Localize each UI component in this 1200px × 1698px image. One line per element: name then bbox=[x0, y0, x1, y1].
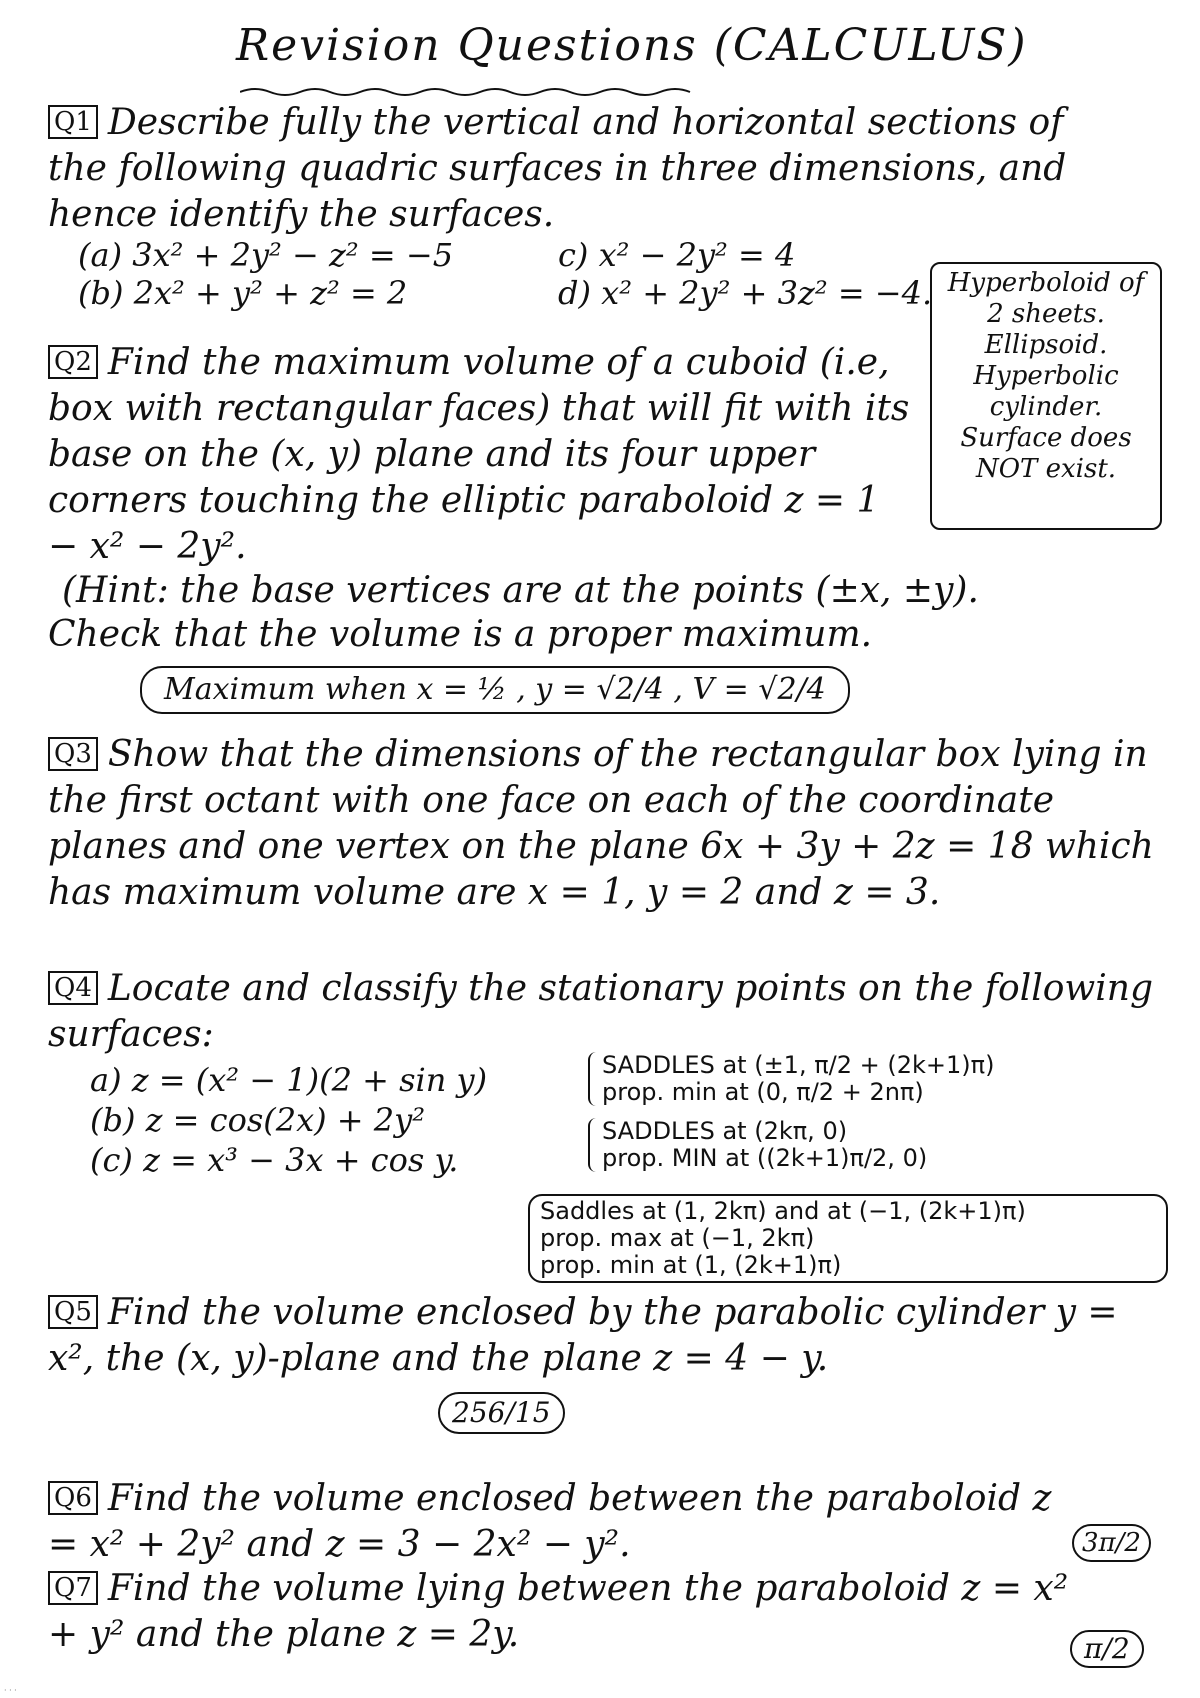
answer-1c: Hyperbolic cylinder. bbox=[973, 361, 1119, 422]
question-1 bbox=[48, 100, 1088, 238]
answer-4b-saddles: SADDLES at (2kπ, 0) bbox=[602, 1117, 848, 1145]
question-4-label: Q4 bbox=[48, 971, 98, 1005]
question-5 bbox=[48, 1290, 1148, 1382]
question-3-text: Show that the dimensions of the rectangular box lying in the first octant with one face on each of the coordinate planes and one vertex on the plane 6x + 3y + 2z = 18 which has maximum volume are x = 1, y = 2 and z = 3. bbox=[48, 734, 1154, 913]
question-7-label: Q7 bbox=[48, 1571, 98, 1605]
question-4-part-c: (c) z = x³ − 3x + cos y. bbox=[90, 1141, 459, 1179]
answer-4b-min: prop. MIN at ((2k+1)π/2, 0) bbox=[602, 1144, 928, 1172]
question-4b-answers bbox=[588, 1118, 1162, 1172]
question-6-answer: 3π/2 bbox=[1072, 1524, 1151, 1562]
question-5-label: Q5 bbox=[48, 1295, 98, 1329]
question-2-label: Q2 bbox=[48, 345, 98, 379]
question-3-label: Q3 bbox=[48, 737, 98, 771]
answer-4a-min: prop. min at (0, π/2 + 2nπ) bbox=[602, 1078, 924, 1106]
question-1-label: Q1 bbox=[48, 105, 98, 139]
question-6-text: Find the volume enclosed between the paraboloid z = x² + 2y² and z = 3 − 2x² − y². bbox=[48, 1478, 1052, 1565]
question-4-part-a: a) z = (x² − 1)(2 + sin y) bbox=[90, 1061, 488, 1099]
question-4-parts bbox=[90, 1060, 550, 1180]
answer-1d: Surface does NOT exist. bbox=[960, 423, 1132, 484]
page-title: Revision Questions (CALCULUS) bbox=[236, 20, 1028, 71]
question-7-text: Find the volume lying between the paraboloid z = x² + y² and the plane z = 2y. bbox=[48, 1568, 1069, 1655]
question-1-parts bbox=[78, 236, 938, 312]
answer-4c-min: prop. min at (1, (2k+1)π) bbox=[540, 1251, 842, 1279]
title-underline bbox=[240, 86, 700, 100]
question-4-text: Locate and classify the stationary points on the following surfaces: bbox=[48, 968, 1153, 1055]
answer-1a: Hyperboloid of 2 sheets. bbox=[947, 268, 1145, 329]
question-1-part-a: (a) 3x² + 2y² − z² = −5 bbox=[78, 236, 454, 274]
answer-4a-saddles: SADDLES at (±1, π/2 + (2k+1)π) bbox=[602, 1051, 995, 1079]
question-6-label: Q6 bbox=[48, 1481, 98, 1515]
question-5-answer: 256/15 bbox=[438, 1392, 565, 1434]
question-1-part-c: c) x² − 2y² = 4 bbox=[558, 236, 796, 274]
question-4 bbox=[48, 966, 1158, 1058]
answer-4c-saddles: Saddles at (1, 2kπ) and at (−1, (2k+1)π) bbox=[540, 1197, 1026, 1225]
question-1-part-b: (b) 2x² + y² + z² = 2 bbox=[78, 274, 408, 312]
question-1-text: Describe fully the vertical and horizontal sections of the following quadric surfaces in three dimensions, and hence identify the surfaces. bbox=[48, 102, 1067, 235]
question-5-text: Find the volume enclosed by the parabolic cylinder y = x², the (x, y)-plane and the plane z = 4 − y. bbox=[48, 1292, 1118, 1379]
question-1-part-d: d) x² + 2y² + 3z² = −4. bbox=[558, 274, 933, 312]
question-4-part-b: (b) z = cos(2x) + 2y² bbox=[90, 1101, 426, 1139]
question-1-answers bbox=[930, 262, 1162, 530]
question-7 bbox=[48, 1566, 1088, 1658]
question-2 bbox=[48, 340, 918, 570]
question-7-answer: π/2 bbox=[1070, 1630, 1144, 1668]
answer-4c-max: prop. max at (−1, 2kπ) bbox=[540, 1224, 815, 1252]
page-footer: · · · bbox=[4, 1686, 17, 1695]
question-4c-answers bbox=[528, 1194, 1168, 1283]
answer-1b: Ellipsoid. bbox=[984, 330, 1108, 360]
question-2-text: Find the maximum volume of a cuboid (i.e, box with rectangular faces) that will fit with its base on the (x, y) plane and its four upper corners touching the elliptic paraboloid z = 1 − x² − 2y². bbox=[48, 342, 910, 567]
question-2-hint: (Hint: the base vertices are at the points (±x, ±y). bbox=[62, 570, 979, 611]
question-6 bbox=[48, 1476, 1088, 1568]
question-4a-answers bbox=[588, 1052, 1182, 1106]
question-3 bbox=[48, 732, 1158, 916]
question-2-check: Check that the volume is a proper maximum. bbox=[48, 614, 873, 655]
question-2-answer: Maximum when x = ½ , y = √2/4 , V = √2/4 bbox=[140, 666, 850, 714]
